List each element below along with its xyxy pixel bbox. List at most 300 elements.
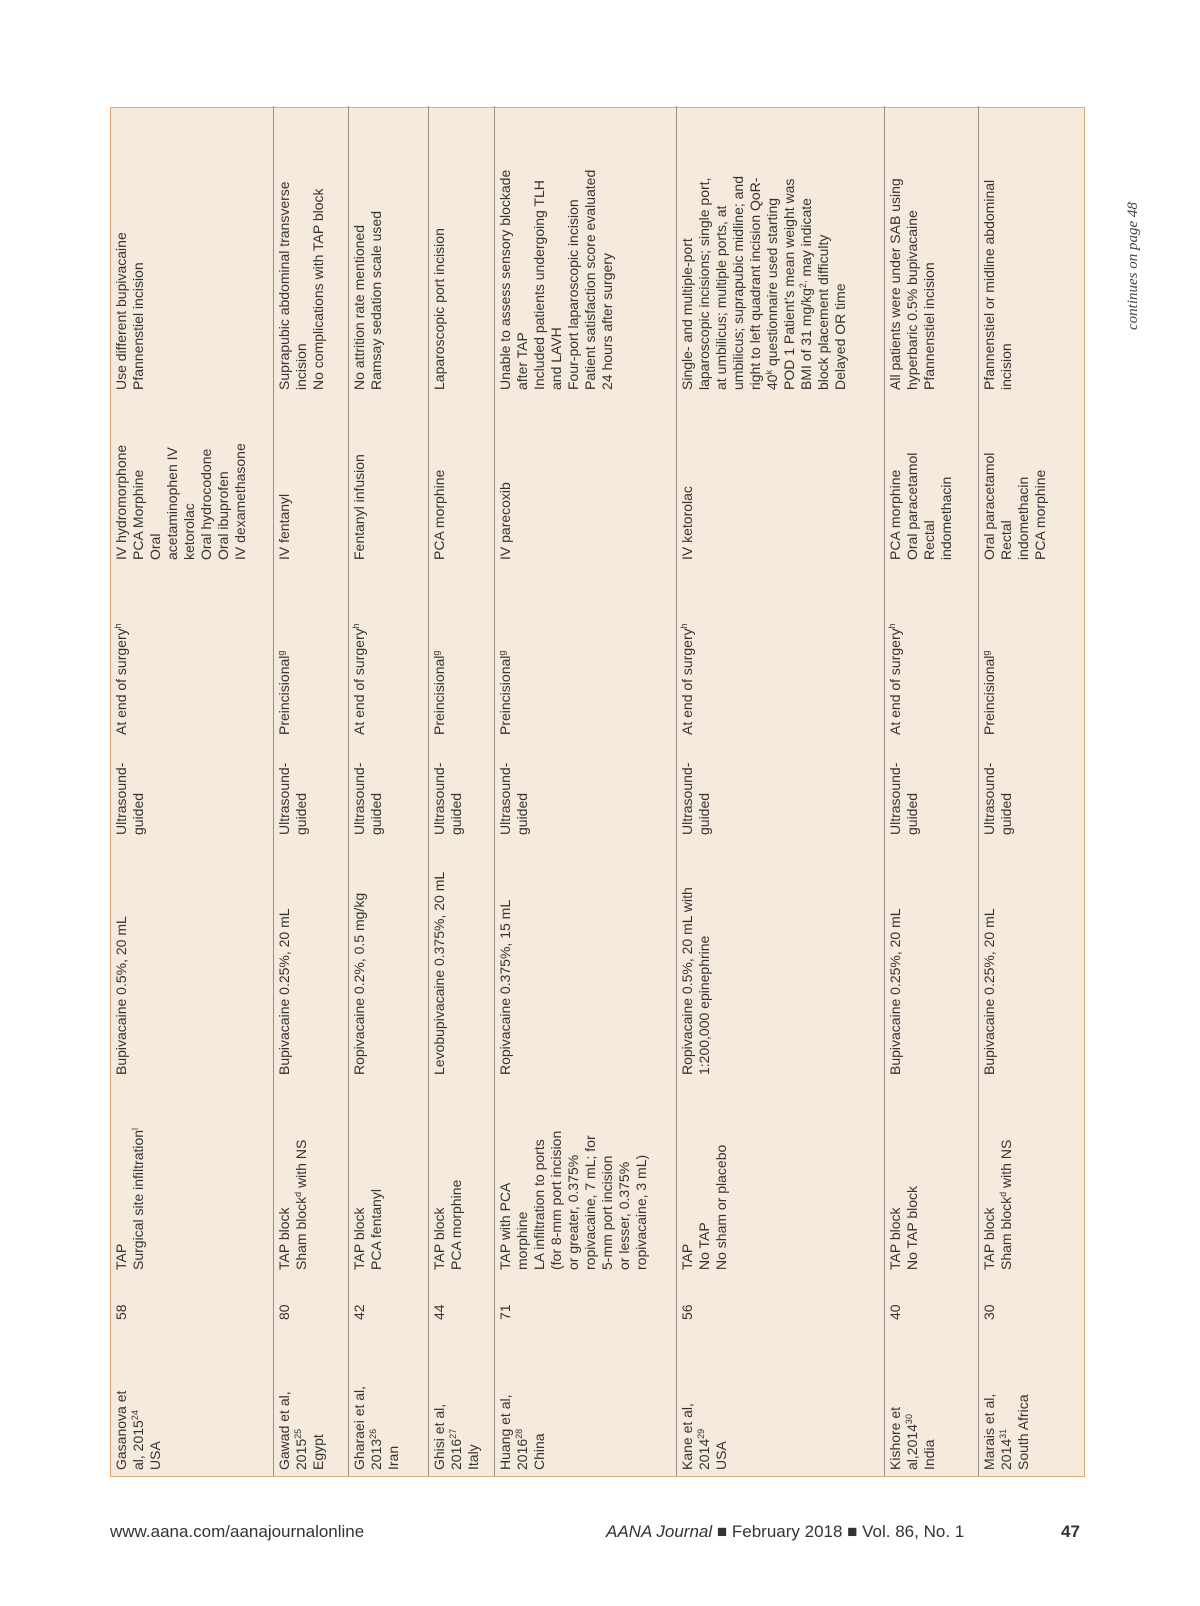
cell-text: BMI of 31 $mg/kg^{2,}$ may indicate — [798, 198, 814, 390]
footnote-marker: 30 — [904, 1414, 914, 1425]
cell-text: PCA morphine — [431, 469, 447, 560]
cell-text: 30 — [981, 1304, 997, 1320]
n-cell — [885, 1276, 978, 1326]
groups-line — [514, 1087, 531, 1270]
cell-text: Gawad et al, — [276, 1391, 292, 1470]
footnote-marker: 24 — [130, 1410, 140, 1421]
study-cell — [111, 1326, 273, 1476]
notes-cell — [429, 106, 494, 396]
analgesia-line — [887, 402, 904, 560]
groups-line — [599, 1087, 616, 1270]
cell-text: Ramsay sedation scale used — [368, 211, 384, 390]
cell-text: TAP — [679, 1243, 695, 1270]
cell-text: Ultrasound- — [351, 762, 367, 835]
analgesia-line — [276, 402, 293, 560]
cell-text: Four-port laparoscopic incision — [565, 199, 581, 390]
n-cell — [349, 1276, 428, 1326]
footnote-marker: h — [113, 623, 123, 629]
study-line — [981, 1332, 998, 1470]
footer-url[interactable]: www.aana.com/aanajournalonline — [110, 1522, 365, 1541]
groups-line — [130, 1087, 147, 1270]
groups-line — [293, 1087, 310, 1270]
analgesia-line — [904, 402, 921, 560]
cell-text: IV parecoxib — [497, 482, 513, 560]
cell-text: incision — [293, 343, 309, 390]
study-line — [679, 1332, 696, 1470]
timing-cell — [349, 566, 428, 741]
local-anesthetic-line — [276, 847, 293, 1075]
local-anesthetic-cell — [979, 841, 1086, 1081]
cell-text: Ultrasound- — [679, 762, 695, 835]
footnote-marker: d — [293, 1191, 303, 1197]
groups-line — [887, 1087, 904, 1270]
technique-line — [887, 747, 904, 835]
technique-cell — [885, 741, 978, 841]
groups-line — [448, 1087, 465, 1270]
groups-cell — [979, 1081, 1086, 1276]
cell-text: Single- and multiple-port — [679, 238, 695, 390]
local-anesthetic-cell — [429, 841, 494, 1081]
table-row — [885, 106, 979, 1476]
cell-text: Bupivacaine 0.25%, 20 mL — [981, 908, 997, 1075]
cell-text: Oral hydrocodone — [198, 448, 214, 560]
notes-line — [921, 112, 938, 390]
cell-text: Marais et al, — [981, 1393, 997, 1470]
analgesia-line — [981, 402, 998, 560]
study-line — [310, 1332, 327, 1470]
study-cell — [979, 1326, 1086, 1476]
notes-line — [351, 112, 368, 390]
technique-cell — [274, 741, 348, 841]
notes-line — [565, 112, 582, 390]
technique-line — [368, 747, 385, 835]
study-line — [921, 1332, 938, 1470]
technique-line — [113, 747, 130, 835]
notes-cell — [349, 106, 428, 396]
table-row — [349, 106, 429, 1476]
analgesia-line — [1015, 402, 1032, 560]
cell-text: TAP block — [276, 1207, 292, 1270]
groups-line — [113, 1087, 130, 1270]
n-line — [431, 1282, 448, 1320]
cell-text: Ropivacaine 0.5%, 20 mL with — [679, 887, 695, 1075]
footnote-marker: g — [497, 650, 507, 656]
technique-cell — [495, 741, 676, 841]
notes-line — [514, 112, 531, 390]
cell-text: ropivacaine, 3 mL) — [633, 1154, 649, 1270]
cell-text: Kane et al, — [679, 1403, 695, 1470]
cell-text: laparoscopic incisions; single port, — [696, 177, 712, 390]
cell-text: guided — [514, 792, 530, 835]
cell-text: Iran — [385, 1445, 401, 1470]
cell-text: Preincisional$^g$ — [276, 650, 292, 735]
cell-text: TAP block — [981, 1207, 997, 1270]
technique-cell — [349, 741, 428, 841]
cell-text: Rectal — [998, 520, 1014, 560]
cell-text: after TAP — [514, 332, 530, 390]
page-number: 47 — [1061, 1522, 1080, 1541]
timing-cell — [979, 566, 1086, 741]
footnote-marker: 28 — [514, 1428, 524, 1439]
analgesia-cell — [885, 396, 978, 566]
technique-line — [448, 747, 465, 835]
cell-text: 40$^k$ questionnaire used starting — [764, 197, 780, 390]
footnote-marker: h — [887, 623, 897, 629]
study-line — [696, 1332, 713, 1470]
technique-line — [497, 747, 514, 835]
footnote-marker: l — [130, 1127, 140, 1130]
notes-cell — [677, 106, 884, 396]
cell-text: Sham block$^d$ with NS — [293, 1139, 309, 1270]
cell-text: Italy — [465, 1444, 481, 1470]
groups-line — [351, 1087, 368, 1270]
cell-text: Sham block$^d$ with NS — [998, 1139, 1014, 1270]
cell-text: POD 1 Patient’s mean weight was — [781, 178, 797, 390]
technique-line — [904, 747, 921, 835]
continues-note: continues on page 48 — [1125, 202, 1141, 330]
study-line — [497, 1332, 514, 1470]
study-table — [110, 107, 1085, 1477]
cell-text: Ghisi et al, — [431, 1403, 447, 1470]
cell-text: guided — [904, 792, 920, 835]
cell-text: TAP block — [351, 1207, 367, 1270]
cell-text: guided — [130, 792, 146, 835]
groups-cell — [349, 1081, 428, 1276]
groups-line — [431, 1087, 448, 1270]
n-line — [113, 1282, 130, 1320]
analgesia-cell — [495, 396, 676, 566]
local-anesthetic-cell — [885, 841, 978, 1081]
journal-issue: ■ February 2018 ■ Vol. 86, No. 1 — [712, 1522, 965, 1541]
cell-text: Pfannenstiel incision — [921, 262, 937, 390]
cell-text: LA infiltration to ports — [531, 1139, 547, 1270]
footnote-marker: h — [351, 623, 361, 629]
notes-line — [130, 112, 147, 390]
study-line — [448, 1332, 465, 1470]
cell-text: 2016$^{27}$ — [448, 1428, 464, 1470]
cell-text: Delayed OR time — [832, 283, 848, 390]
groups-line — [981, 1087, 998, 1270]
timing-line — [113, 572, 130, 735]
timing-cell — [429, 566, 494, 741]
groups-line — [904, 1087, 921, 1270]
cell-text: indomethacin — [1015, 476, 1031, 560]
analgesia-line — [938, 402, 955, 560]
notes-cell — [979, 106, 1086, 396]
cell-text: 2015$^{25}$ — [293, 1428, 309, 1470]
study-cell — [677, 1326, 884, 1476]
cell-text: IV dexamethasone — [232, 443, 248, 560]
cell-text: 2014$^{29}$ — [696, 1428, 712, 1470]
cell-text: umbilicus; suprapubic midline; and — [730, 176, 746, 390]
cell-text: 80 — [276, 1304, 292, 1320]
cell-text: 56 — [679, 1304, 695, 1320]
cell-text: or greater, 0.375% — [565, 1154, 581, 1270]
study-line — [113, 1332, 130, 1470]
cell-text: and LAVH — [548, 327, 564, 390]
cell-text: 24 hours after surgery — [599, 253, 615, 390]
cell-text: Oral — [147, 533, 163, 560]
notes-line — [981, 112, 998, 390]
footnote-marker: 25 — [293, 1428, 303, 1439]
n-cell — [677, 1276, 884, 1326]
cell-text: PCA morphine — [448, 1179, 464, 1270]
analgesia-cell — [677, 396, 884, 566]
cell-text: PCA Morphine — [130, 469, 146, 560]
timing-cell — [495, 566, 676, 741]
cell-text: Oral ibuprofen — [215, 471, 231, 560]
study-line — [431, 1332, 448, 1470]
local-anesthetic-line — [113, 847, 130, 1075]
cell-text: or lesser, 0.375% — [616, 1161, 632, 1270]
footnote-marker: g — [431, 650, 441, 656]
cell-text: Ropivacaine 0.2%, 0.5 mg/kg — [351, 892, 367, 1075]
cell-text: Unable to assess sensory blockade — [497, 169, 513, 390]
cell-text: At end of surgery$^h$ — [887, 623, 903, 735]
analgesia-line — [679, 402, 696, 560]
timing-cell — [885, 566, 978, 741]
groups-line — [276, 1087, 293, 1270]
study-line — [531, 1332, 548, 1470]
timing-cell — [274, 566, 348, 741]
timing-line — [351, 572, 368, 735]
groups-line — [497, 1087, 514, 1270]
analgesia-cell — [349, 396, 428, 566]
cell-text: 1:200,000 epinephrine — [696, 935, 712, 1075]
local-anesthetic-cell — [349, 841, 428, 1081]
technique-line — [981, 747, 998, 835]
cell-text: At end of surgery$^h$ — [113, 623, 129, 735]
study-line — [385, 1332, 402, 1470]
cell-text: guided — [368, 792, 384, 835]
analgesia-cell — [429, 396, 494, 566]
groups-line — [531, 1087, 548, 1270]
cell-text: Levobupivacaine 0.375%, 20 mL — [431, 871, 447, 1075]
cell-text: 40 — [887, 1304, 903, 1320]
table-row — [429, 106, 495, 1476]
table-row — [111, 106, 274, 1476]
footnote-marker: h — [679, 623, 689, 629]
cell-text: Bupivacaine 0.25%, 20 mL — [887, 908, 903, 1075]
cell-text: China — [531, 1433, 547, 1470]
groups-line — [616, 1087, 633, 1270]
cell-text: guided — [696, 792, 712, 835]
cell-text: Patient satisfaction score evaluated — [582, 169, 598, 390]
notes-line — [832, 112, 849, 390]
cell-text: (for 8-mm port incision — [548, 1130, 564, 1270]
table-row — [979, 106, 1086, 1476]
notes-line — [497, 112, 514, 390]
local-anesthetic-line — [981, 847, 998, 1075]
cell-text: PCA fentanyl — [368, 1189, 384, 1270]
technique-line — [998, 747, 1015, 835]
notes-line — [582, 112, 599, 390]
local-anesthetic-cell — [111, 841, 273, 1081]
analgesia-line — [921, 402, 938, 560]
cell-text: morphine — [514, 1211, 530, 1270]
cell-text: No complications with TAP block — [310, 188, 326, 390]
cell-text: Pfannenstiel or midline abdominal — [981, 179, 997, 390]
timing-line — [276, 572, 293, 735]
study-line — [130, 1332, 147, 1470]
groups-cell — [495, 1081, 676, 1276]
n-line — [981, 1282, 998, 1320]
technique-cell — [111, 741, 273, 841]
cell-text: Fentanyl infusion — [351, 454, 367, 560]
study-cell — [349, 1326, 428, 1476]
analgesia-cell — [274, 396, 348, 566]
analgesia-line — [215, 402, 232, 560]
cell-text: At end of surgery$^h$ — [679, 623, 695, 735]
footnote-marker: 31 — [998, 1428, 1008, 1439]
cell-text: IV fentanyl — [276, 493, 292, 560]
groups-cell — [274, 1081, 348, 1276]
footnote-marker: 29 — [696, 1428, 706, 1439]
table-row — [495, 106, 677, 1476]
table-row — [677, 106, 885, 1476]
cell-text: Preincisional$^g$ — [981, 650, 997, 735]
notes-line — [713, 112, 730, 390]
cell-text: 2013$^{26}$ — [368, 1428, 384, 1470]
cell-text: Use different bupivacaine — [113, 232, 129, 390]
cell-text: Preincisional$^g$ — [497, 650, 513, 735]
local-anesthetic-cell — [274, 841, 348, 1081]
cell-text: Rectal — [921, 520, 937, 560]
technique-line — [431, 747, 448, 835]
notes-line — [113, 112, 130, 390]
footnote-marker: g — [981, 650, 991, 656]
notes-line — [310, 112, 327, 390]
study-line — [276, 1332, 293, 1470]
notes-cell — [495, 106, 676, 396]
cell-text: Pfannenstiel incision — [130, 262, 146, 390]
cell-text: Oral paracetamol — [904, 452, 920, 560]
study-line — [1015, 1332, 1032, 1470]
technique-line — [130, 747, 147, 835]
notes-line — [781, 112, 798, 390]
analgesia-line — [113, 402, 130, 560]
cell-text: 2016$^{28}$ — [514, 1428, 530, 1470]
footnote-marker: k — [764, 369, 774, 375]
technique-line — [293, 747, 310, 835]
cell-text: Kishore et — [887, 1406, 903, 1470]
cell-text: Egypt — [310, 1434, 326, 1470]
technique-cell — [677, 741, 884, 841]
study-line — [514, 1332, 531, 1470]
cell-text: hyperbaric 0.5% bupivacaine — [904, 210, 920, 390]
analgesia-line — [198, 402, 215, 560]
cell-text: 71 — [497, 1304, 513, 1320]
notes-line — [531, 112, 548, 390]
study-line — [368, 1332, 385, 1470]
cell-text: PCA morphine — [1032, 469, 1048, 560]
cell-text: Bupivacaine 0.5%, 20 mL — [113, 916, 129, 1075]
study-line — [293, 1332, 310, 1470]
cell-text: Ultrasound- — [497, 762, 513, 835]
groups-cell — [885, 1081, 978, 1276]
footnote-marker: d — [998, 1191, 1008, 1197]
technique-line — [696, 747, 713, 835]
analgesia-line — [431, 402, 448, 560]
timing-cell — [111, 566, 273, 741]
analgesia-line — [998, 402, 1015, 560]
cell-text: No sham or placebo — [713, 1144, 729, 1270]
timing-line — [679, 572, 696, 735]
cell-text: Included patients undergoing TLH — [531, 180, 547, 390]
cell-text: guided — [293, 792, 309, 835]
analgesia-cell — [111, 396, 273, 566]
local-anesthetic-line — [887, 847, 904, 1075]
analgesia-line — [130, 402, 147, 560]
groups-line — [998, 1087, 1015, 1270]
groups-cell — [429, 1081, 494, 1276]
study-line — [147, 1332, 164, 1470]
notes-line — [276, 112, 293, 390]
cell-text: 58 — [113, 1304, 129, 1320]
cell-text: Ultrasound- — [113, 762, 129, 835]
cell-text: guided — [998, 792, 1014, 835]
cell-text: al,2014$^{30}$ — [904, 1414, 920, 1470]
cell-text: South Africa — [1015, 1394, 1031, 1470]
timing-line — [981, 572, 998, 735]
cell-text: indomethacin — [938, 476, 954, 560]
n-line — [497, 1282, 514, 1320]
study-cell — [885, 1326, 978, 1476]
cell-text: No attrition rate mentioned — [351, 225, 367, 390]
cell-text: 5-mm port incision — [599, 1155, 615, 1270]
cell-text: Oral paracetamol — [981, 452, 997, 560]
notes-line — [747, 112, 764, 390]
groups-line — [548, 1087, 565, 1270]
technique-cell — [429, 741, 494, 841]
cell-text: Ultrasound- — [981, 762, 997, 835]
study-cell — [274, 1326, 348, 1476]
notes-line — [599, 112, 616, 390]
cell-text: Ultrasound- — [431, 762, 447, 835]
local-anesthetic-cell — [495, 841, 676, 1081]
study-line — [465, 1332, 482, 1470]
local-anesthetic-line — [679, 847, 696, 1075]
cell-text: block placement difficulty — [815, 234, 831, 390]
notes-line — [730, 112, 747, 390]
local-anesthetic-line — [351, 847, 368, 1075]
cell-text: All patients were under SAB using — [887, 178, 903, 390]
notes-line — [815, 112, 832, 390]
cell-text: Ultrasound- — [887, 762, 903, 835]
notes-line — [431, 112, 448, 390]
cell-text: right to left quadrant incision QoR- — [747, 177, 763, 390]
study-line — [887, 1332, 904, 1470]
n-cell — [429, 1276, 494, 1326]
groups-line — [582, 1087, 599, 1270]
cell-text: acetaminophen IV — [164, 447, 180, 560]
timing-cell — [677, 566, 884, 741]
cell-text: guided — [448, 792, 464, 835]
cell-text: Surgical site infiltration$^l$ — [130, 1127, 146, 1270]
technique-line — [514, 747, 531, 835]
notes-line — [998, 112, 1015, 390]
groups-line — [565, 1087, 582, 1270]
technique-line — [351, 747, 368, 835]
cell-text: Preincisional$^g$ — [431, 650, 447, 735]
footnote-marker: g — [276, 650, 286, 656]
cell-text: No TAP — [696, 1222, 712, 1270]
analgesia-line — [1032, 402, 1049, 560]
technique-line — [276, 747, 293, 835]
footnote-marker: 26 — [368, 1428, 378, 1439]
cell-text: TAP — [113, 1243, 129, 1270]
groups-line — [368, 1087, 385, 1270]
